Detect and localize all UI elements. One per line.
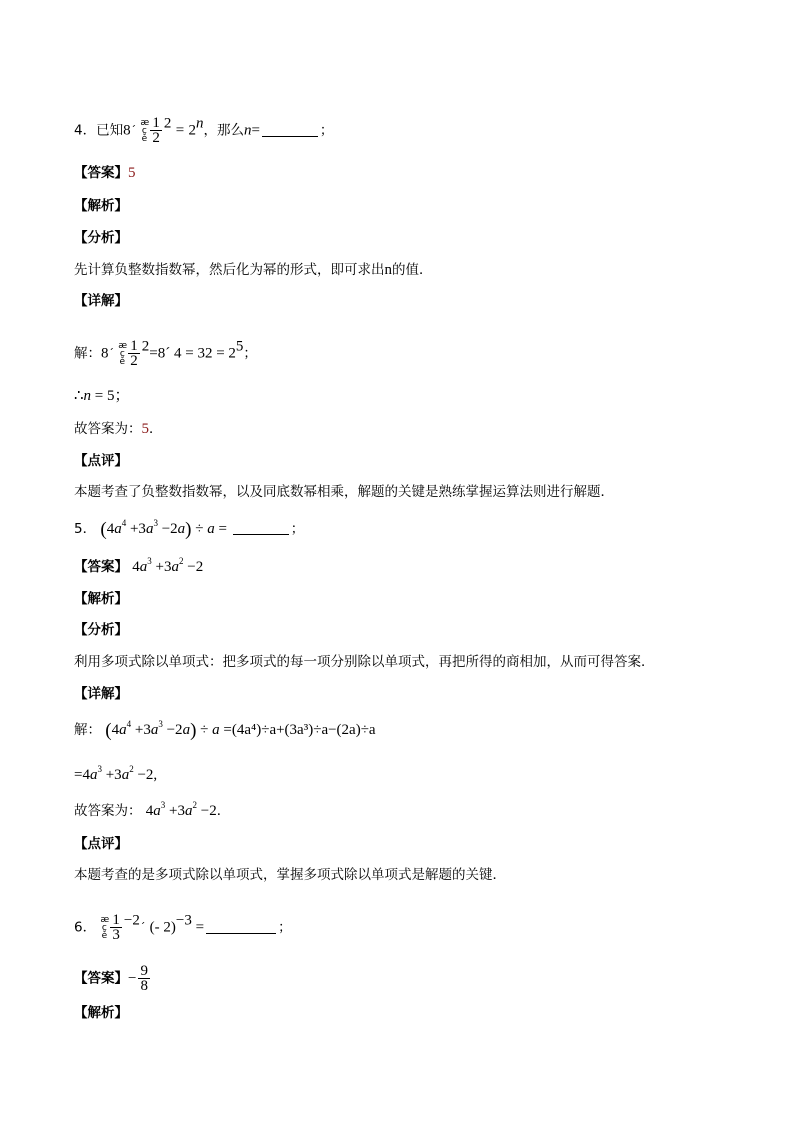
analysis-text: 利用多项式除以单项式：把多项式的每一项分别除以单项式，再把所得的商相加，从而可得答案． bbox=[74, 654, 655, 670]
exponent: −3 bbox=[175, 912, 192, 929]
solution-line bbox=[74, 339, 257, 368]
times-glyph: ´ bbox=[130, 123, 137, 137]
answer-label: 【答案】 bbox=[74, 559, 128, 575]
question-number: 6． bbox=[74, 919, 97, 936]
section-label: 【分析】 bbox=[74, 230, 128, 246]
exponent: n bbox=[195, 115, 204, 132]
math-term: 2 bbox=[188, 122, 196, 139]
analysis-sentence: 先计算负整数指数幂，然后化为幂的形式，即可求出 bbox=[74, 262, 385, 278]
final-prefix: 故答案为： bbox=[74, 421, 142, 437]
comment-text: 本题考查了负整数指数幂，以及同底数幂相乘，解题的关键是熟练掌握运算法则进行解题． bbox=[74, 484, 614, 500]
math-expression: =8´ 4 = 32 = 2 bbox=[149, 345, 236, 362]
solution-step: $=4a^3 +3a^2 -2$, bbox=[74, 764, 158, 783]
math-expression: $(4a^4 +3a^3 -2a) \div a$ = bbox=[100, 518, 227, 540]
math-expression: = 5 bbox=[91, 388, 115, 404]
punctuation: ． bbox=[216, 803, 231, 819]
exponent: 5 bbox=[235, 338, 244, 355]
fraction: $\frac{1}{3}$ bbox=[112, 912, 120, 943]
q4-question bbox=[74, 116, 333, 145]
punctuation: ； bbox=[278, 919, 292, 936]
solution-prefix: 解： bbox=[74, 345, 101, 362]
answer-line bbox=[74, 557, 203, 577]
fraction: $\frac{1}{2}$ bbox=[152, 115, 160, 146]
answer-label: 【答案】 bbox=[74, 970, 128, 987]
analysis-text bbox=[74, 260, 433, 280]
answer-fraction: $\frac{9}{8}$ bbox=[140, 963, 148, 994]
section-label: 【点评】 bbox=[74, 836, 128, 852]
punctuation: ． bbox=[149, 421, 163, 437]
math-expression: $(4a^4 +3a^3 -2a) \div a$ bbox=[105, 719, 220, 741]
final-answer-line bbox=[74, 419, 163, 439]
question-prefix: 已知 bbox=[96, 122, 124, 139]
answer-blank[interactable] bbox=[233, 520, 289, 535]
question-number: 5． bbox=[74, 521, 97, 537]
math-expression: =(4a⁴)÷a+(3a³)÷a−(2a)÷a bbox=[223, 722, 376, 738]
answer-value: $4a^3 +3a^2 -2$ bbox=[132, 556, 204, 575]
final-value: 5 bbox=[141, 421, 149, 437]
answer-line bbox=[74, 964, 152, 993]
answer-blank[interactable] bbox=[206, 919, 276, 934]
final-prefix: 故答案为： bbox=[74, 803, 142, 819]
final-value: $4a^3 +3a^2 -2$ bbox=[145, 800, 217, 819]
fraction: $\frac{1}{2}$ bbox=[130, 338, 138, 369]
math-term: (- 2) bbox=[149, 919, 176, 936]
section-label: 【解析】 bbox=[74, 1005, 128, 1021]
final-answer-line bbox=[74, 801, 230, 821]
solution-line bbox=[74, 720, 376, 741]
minus-sign: − bbox=[128, 970, 137, 987]
equals-sign: = bbox=[251, 122, 260, 139]
exponent: −2 bbox=[123, 912, 140, 929]
times-glyph: ´ bbox=[108, 346, 114, 360]
section-label: 【分析】 bbox=[74, 622, 128, 638]
section-label: 【解析】 bbox=[74, 198, 128, 214]
therefore-line bbox=[74, 386, 130, 406]
section-label: 【详解】 bbox=[74, 686, 128, 702]
therefore-symbol: ∴ bbox=[74, 388, 84, 404]
answer-blank[interactable] bbox=[262, 122, 318, 137]
exponent: 2 bbox=[141, 338, 150, 355]
variable: n bbox=[243, 122, 252, 139]
question-text: ，那么 bbox=[203, 122, 244, 139]
q5-question bbox=[74, 519, 304, 540]
punctuation: ； bbox=[319, 122, 334, 139]
section-label: 【详解】 bbox=[74, 293, 128, 309]
question-number: 4． bbox=[74, 122, 97, 139]
equals-sign: = bbox=[175, 122, 185, 139]
math-term: 8 bbox=[123, 122, 131, 139]
section-label: 【点评】 bbox=[74, 453, 128, 469]
variable: n bbox=[384, 262, 392, 278]
q6-question bbox=[74, 913, 292, 942]
punctuation: ； bbox=[243, 345, 257, 362]
section-label: 【解析】 bbox=[74, 591, 128, 607]
equals-sign: = bbox=[191, 919, 205, 936]
punctuation: ； bbox=[290, 521, 305, 537]
answer-value: 5 bbox=[128, 165, 136, 181]
left-bracket-glyph: æ ç è bbox=[118, 340, 128, 367]
solution-prefix: 解： bbox=[74, 722, 101, 738]
variable: n bbox=[83, 388, 92, 404]
left-bracket-glyph: æ ç è bbox=[100, 914, 110, 941]
comment-text: 本题考查的是多项式除以单项式，掌握多项式除以单项式是解题的关键． bbox=[74, 867, 506, 883]
answer-label: 【答案】 bbox=[74, 165, 128, 181]
answer-line bbox=[74, 163, 136, 183]
exponent: 2 bbox=[163, 115, 172, 132]
analysis-sentence-end: 的值． bbox=[392, 262, 433, 278]
left-bracket-glyph: æ ç è bbox=[140, 117, 150, 144]
times-glyph: ´ bbox=[139, 920, 146, 934]
punctuation: ； bbox=[114, 388, 130, 404]
math-term: 8 bbox=[101, 345, 109, 362]
